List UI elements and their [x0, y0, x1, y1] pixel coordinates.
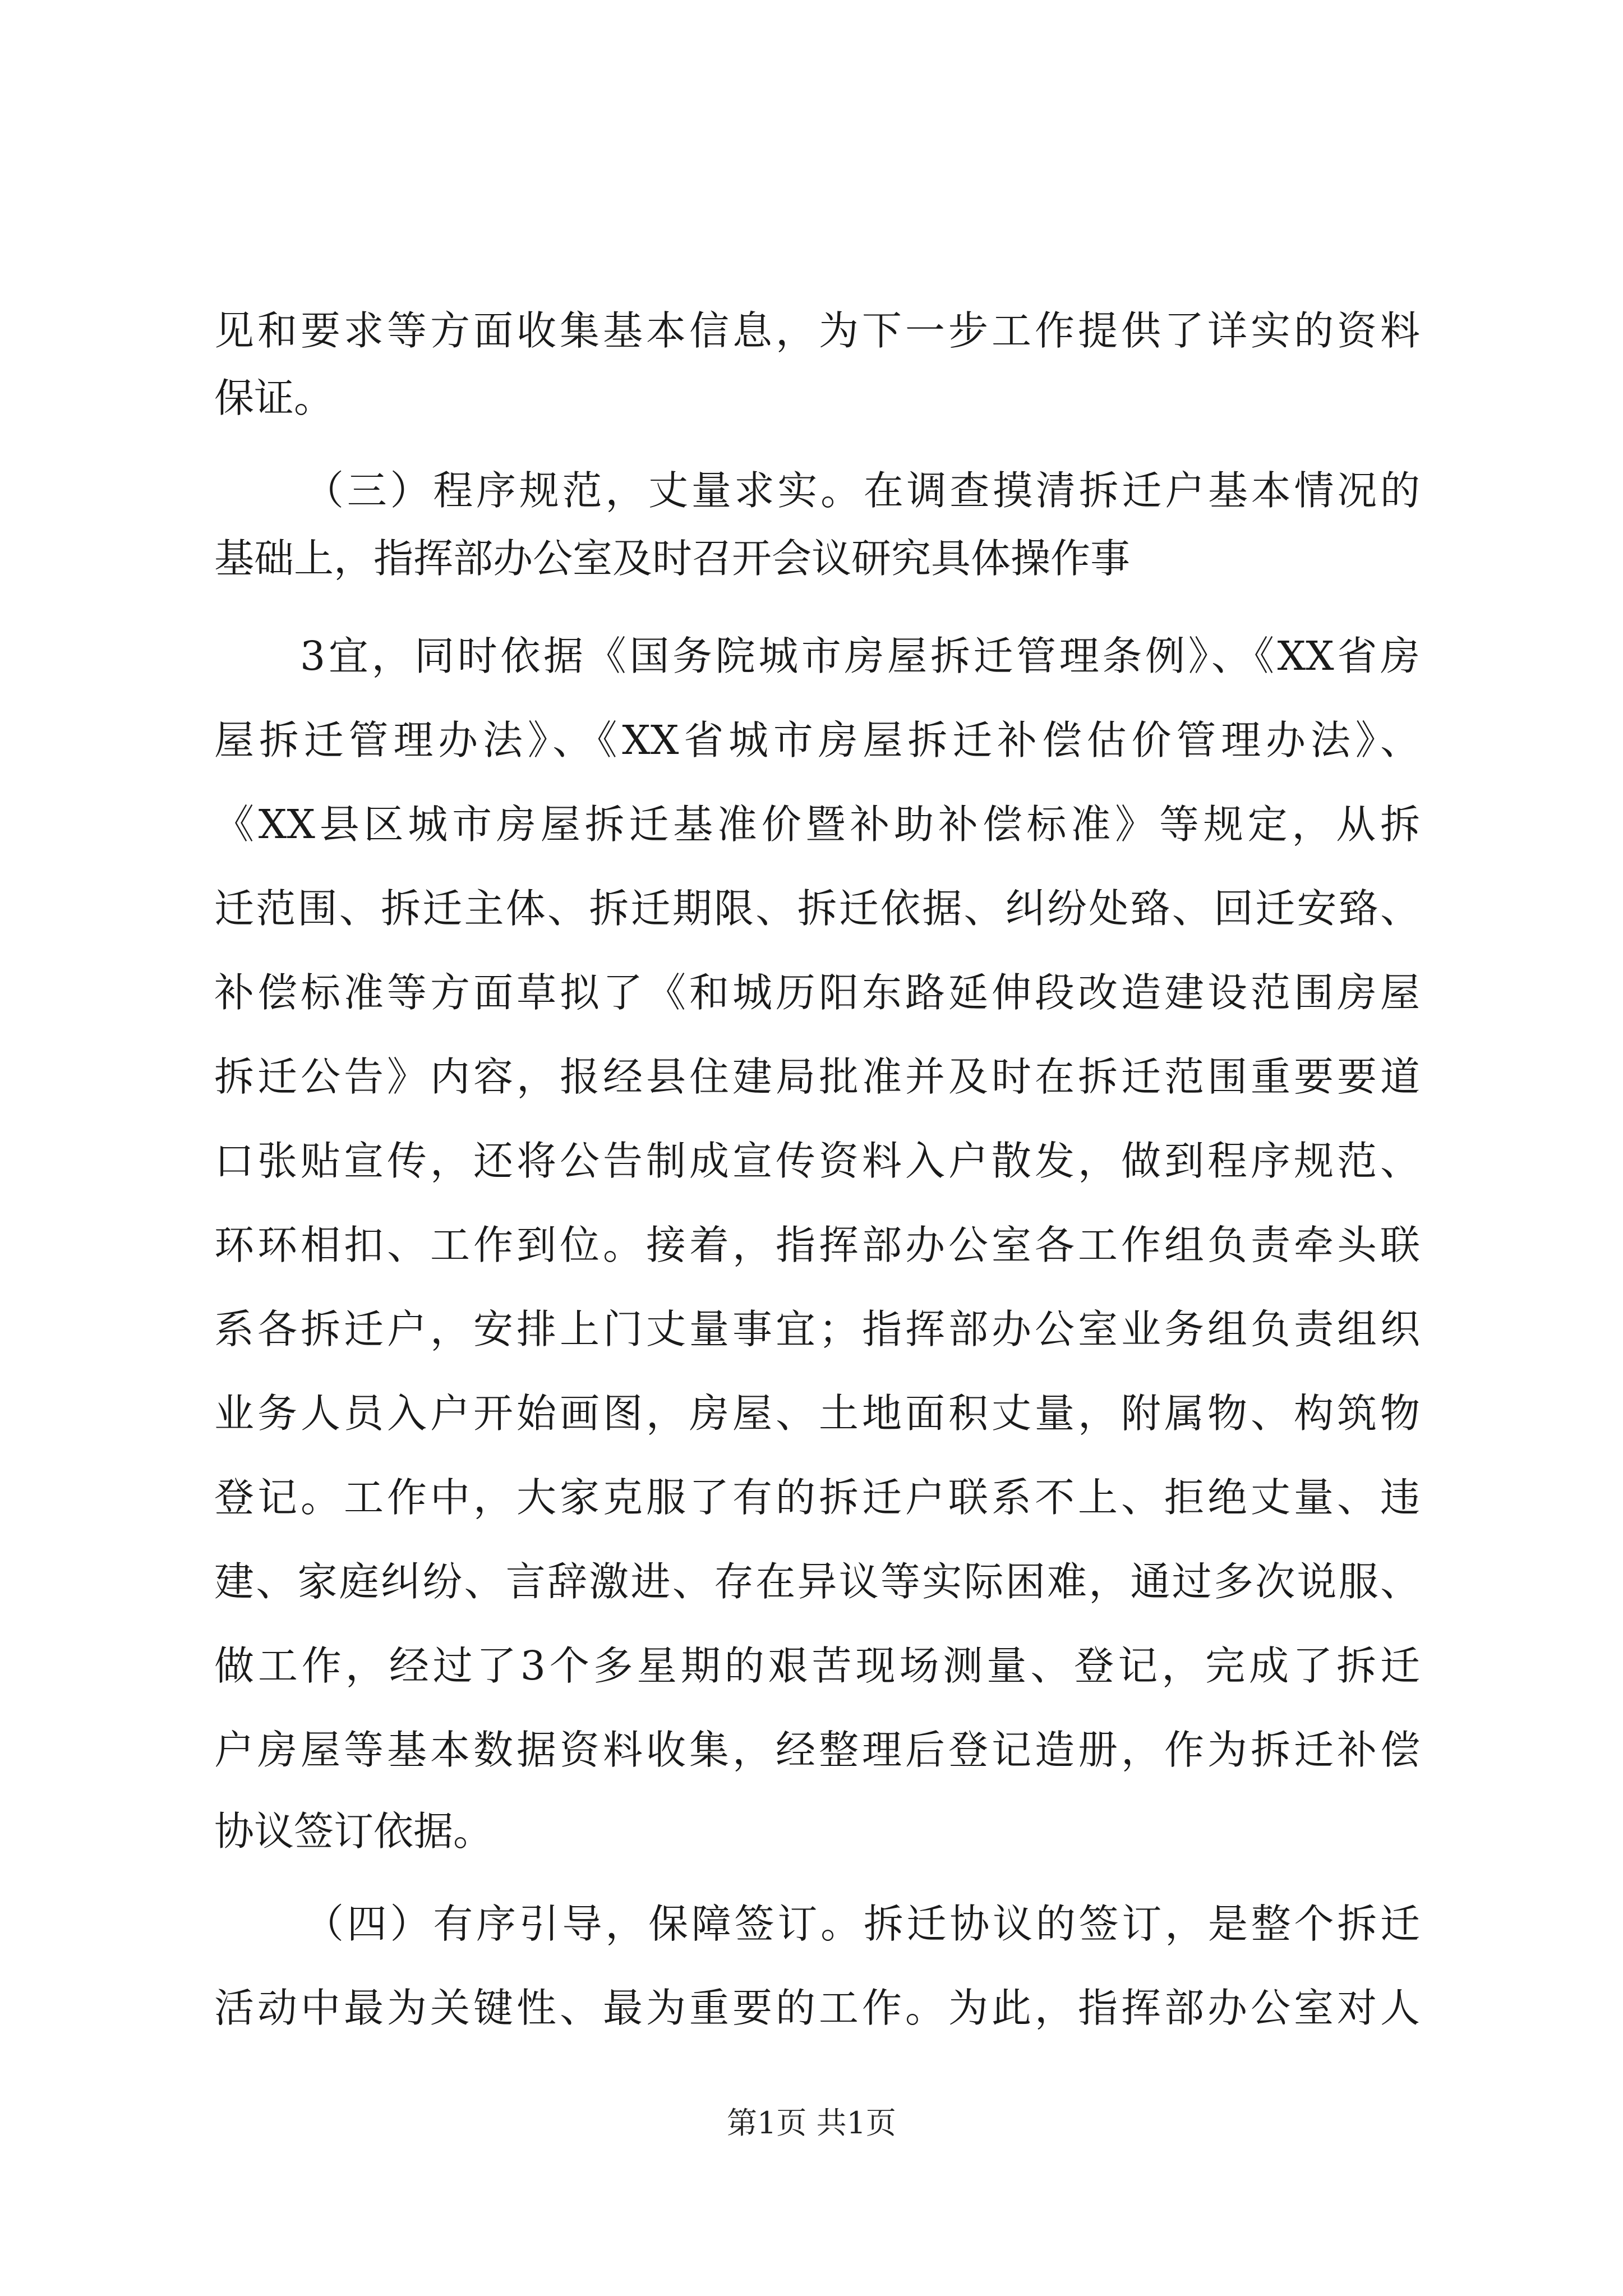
text-line: 活动中最为关键性、最为重要的工作。为此，指挥部办公室对人 — [214, 1985, 1420, 2031]
text-line: 业务人员入户开始画图，房屋、土地面积丈量，附属物、构筑物 — [214, 1390, 1420, 1437]
text-line: 拆迁公告》内容，报经县住建局批准并及时在拆迁范围重要要道 — [214, 1053, 1420, 1100]
text-line: 基础上，指挥部办公室及时召开会议研究具体操作事 — [214, 535, 1131, 582]
text-line: 保证。 — [214, 375, 334, 421]
page-footer: 第1页 共1页 — [727, 2105, 896, 2141]
text-line: 做工作，经过了3个多星期的艰苦现场测量、登记，完成了拆迁 — [214, 1642, 1420, 1689]
text-line: 协议签订依据。 — [214, 1808, 494, 1855]
text-line: 3宜，同时依据《国务院城市房屋拆迁管理条例》、《XX省房 — [300, 633, 1420, 679]
text-line: 系各拆迁户，安排上门丈量事宜；指挥部办公室业务组负责组织 — [214, 1306, 1420, 1352]
text-line: 见和要求等方面收集基本信息，为下一步工作提供了详实的资料 — [214, 307, 1420, 354]
paragraph-heading-line: （四）有序引导，保障签订。拆迁协议的签订，是整个拆迁 — [304, 1901, 1420, 1947]
text-line: 屋拆迁管理办法》、《XX省城市房屋拆迁补偿估价管理办法》、 — [214, 717, 1420, 763]
paragraph-heading-line: （三）程序规范，丈量求实。在调查摸清拆迁户基本情况的 — [304, 467, 1420, 514]
text-line: 登记。工作中，大家克服了有的拆迁户联系不上、拒绝丈量、违 — [214, 1474, 1420, 1521]
text-line: 《XX县区城市房屋拆迁基准价暨补助补偿标准》等规定，从拆 — [214, 801, 1420, 848]
text-line: 户房屋等基本数据资料收集，经整理后登记造册，作为拆迁补偿 — [214, 1727, 1420, 1773]
text-line: 迁范围、拆迁主体、拆迁期限、拆迁依据、纠纷处臵、回迁安臵、 — [214, 885, 1420, 932]
text-line: 环环相扣、工作到位。接着，指挥部办公室各工作组负责牵头联 — [214, 1222, 1420, 1268]
text-line: 口张贴宣传，还将公告制成宣传资料入户散发，做到程序规范、 — [214, 1138, 1420, 1184]
text-line: 建、家庭纠纷、言辞激进、存在异议等实际困难，通过多次说服、 — [214, 1558, 1420, 1605]
text-line: 补偿标准等方面草拟了《和城历阳东路延伸段改造建设范围房屋 — [214, 969, 1420, 1016]
